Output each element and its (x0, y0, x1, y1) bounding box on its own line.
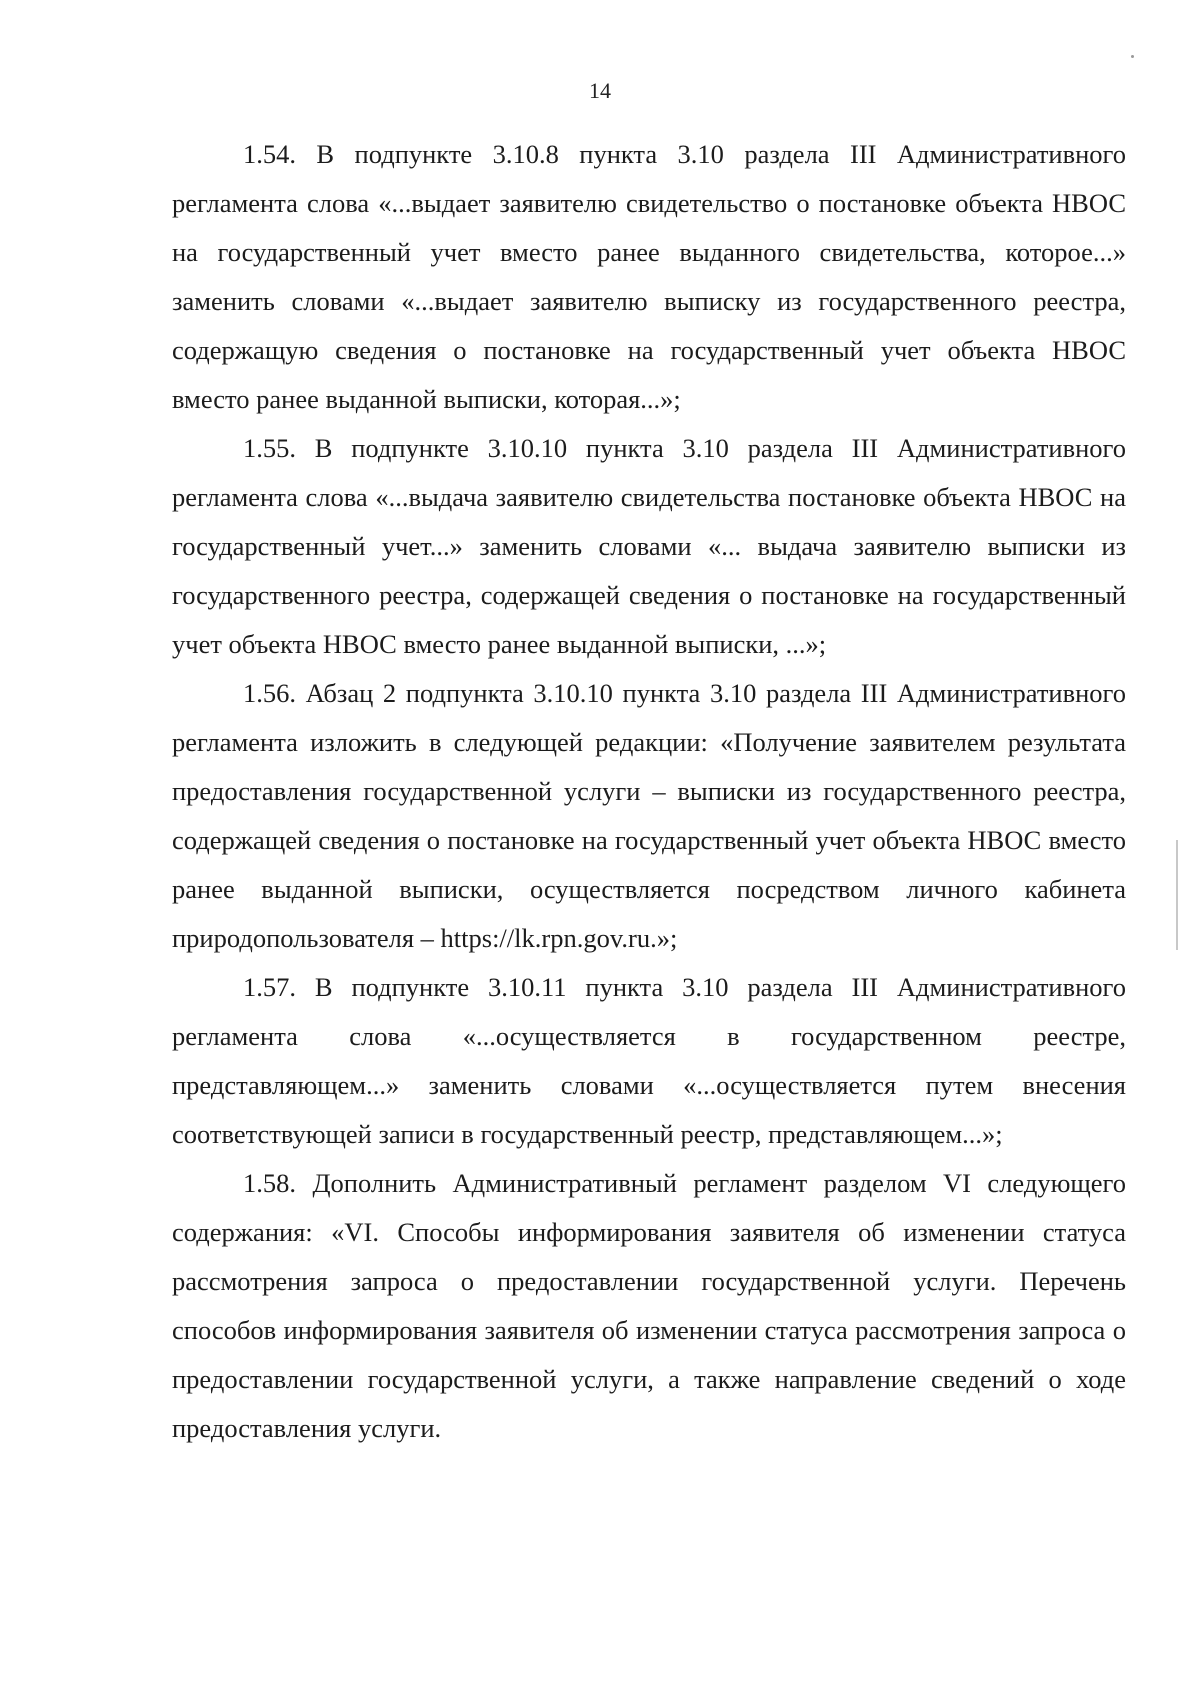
paragraph-1-57: 1.57. В подпункте 3.10.11 пункта 3.10 раздела III Административного регламента слова «...осуществляется в государственном реестре, представляющем...» заменить словами «...осуществляется путем внесения соответствующей записи в государственный реестр, представляющем...»; (172, 972, 1126, 1149)
scan-speck (1131, 55, 1134, 58)
page-number: 14 (589, 78, 611, 103)
paragraph-1-56: 1.56. Абзац 2 подпункта 3.10.10 пункта 3.10 раздела III Административного регламента изложить в следующей редакции: «Получение заявителем результата предоставления государственной услуги – выписки из государственного реестра, содержащей сведения о постановке на государственный учет объекта НВОС вместо ранее выданной выписки, осуществляется посредством личного кабинета природопользователя – https://lk.rpn.gov.ru.»; (172, 678, 1126, 953)
paragraph-1-58: 1.58. Дополнить Административный регламент разделом VI следующего содержания: «VI. Способы информирования заявителя об изменении статуса рассмотрения запроса о предоставлении государственной услуги. Перечень способов информирования заявителя об изменении статуса рассмотрения запроса о предоставлении государственной услуги, а также направление сведений о ходе предоставления услуги. (172, 1168, 1126, 1443)
paragraph-1-54: 1.54. В подпункте 3.10.8 пункта 3.10 раздела III Административного регламента слова «...выдает заявителю свидетельство о постановке объекта НВОС на государственный учет вместо ранее выданного свидетельства, которое...» заменить словами «...выдает заявителю выписку из государственного реестра, содержащую сведения о постановке на государственный учет объекта НВОС вместо ранее выданной выписки, которая...»; (172, 139, 1126, 414)
scan-edge-mark (1176, 840, 1178, 950)
paragraph-1-55: 1.55. В подпункте 3.10.10 пункта 3.10 раздела III Административного регламента слова «...выдача заявителю свидетельства постановке объекта НВОС на государственный учет...» заменить словами «... выдача заявителю выписки из государственного реестра, содержащей сведения о постановке на государственный учет объекта НВОС вместо ранее выданной выписки, ...»; (172, 433, 1126, 659)
document-body (172, 130, 1126, 1453)
